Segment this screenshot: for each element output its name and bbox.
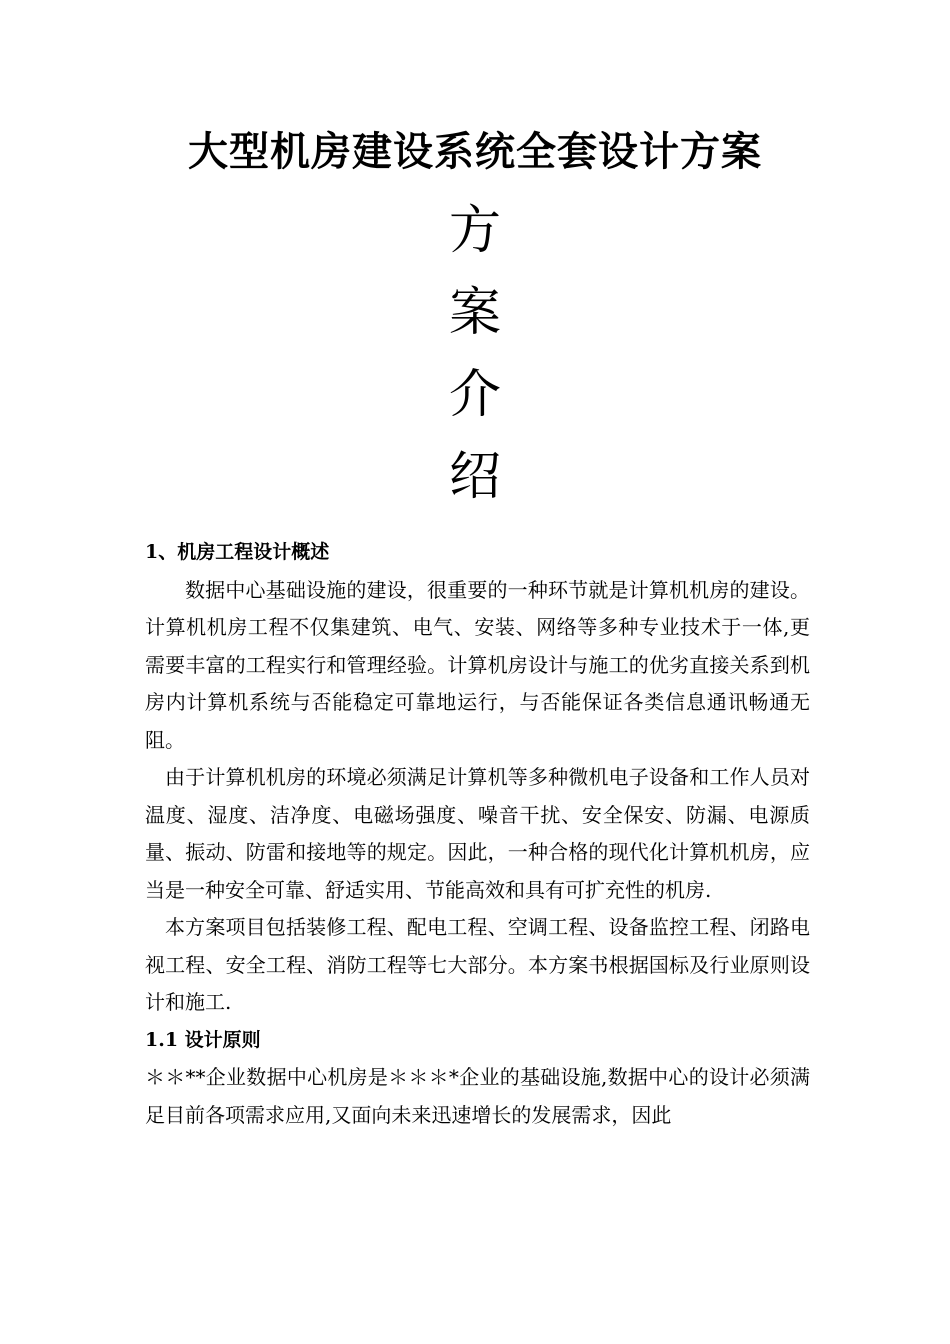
vertical-title-char: 绍: [448, 447, 501, 507]
paragraph: ＊＊**企业数据中心机房是＊＊＊*企业的基础设施,数据中心的设计必须满足目前各项需求应用,又面向未来迅速增长的发展需求，因此: [145, 1065, 810, 1127]
paragraph: 由于计算机机房的环境必须满足计算机等多种微机电子设备和工作人员对温度、湿度、洁净度、电磁场强度、噪音干扰、安全保安、防漏、电源质量、振动、防雷和接地等的规定。因此，一种合格的现代化计算机机房，应当是一种安全可靠、舒适实用、节能高效和具有可扩充性的机房.: [145, 765, 810, 902]
section-heading-overview: 1、机房工程设计概述: [145, 541, 330, 563]
paragraph: 数据中心基础设施的建设，很重要的一种环节就是计算机机房的建设。计算机机房工程不仅集建筑、电气、安装、网络等多种专业技术于一体,更需要丰富的工程实行和管理经验。计算机房设计与施工的优劣直接关系到机房内计算机系统与否能稳定可靠地运行，与否能保证各类信息通讯畅通无阻。: [145, 577, 810, 752]
section-heading-design-principles: 1.1 设计原则: [145, 1028, 261, 1051]
vertical-title-char: 方: [448, 201, 501, 261]
vertical-title: [0, 190, 950, 518]
document-body: [145, 534, 810, 1134]
vertical-title-char: 介: [448, 365, 501, 425]
vertical-title-char: 案: [448, 283, 501, 343]
paragraph: 本方案项目包括装修工程、配电工程、空调工程、设备监控工程、闭路电视工程、安全工程、消防工程等七大部分。本方案书根据国标及行业原则设计和施工.: [145, 915, 810, 1014]
document-title: 大型机房建设系统全套设计方案: [188, 128, 762, 175]
